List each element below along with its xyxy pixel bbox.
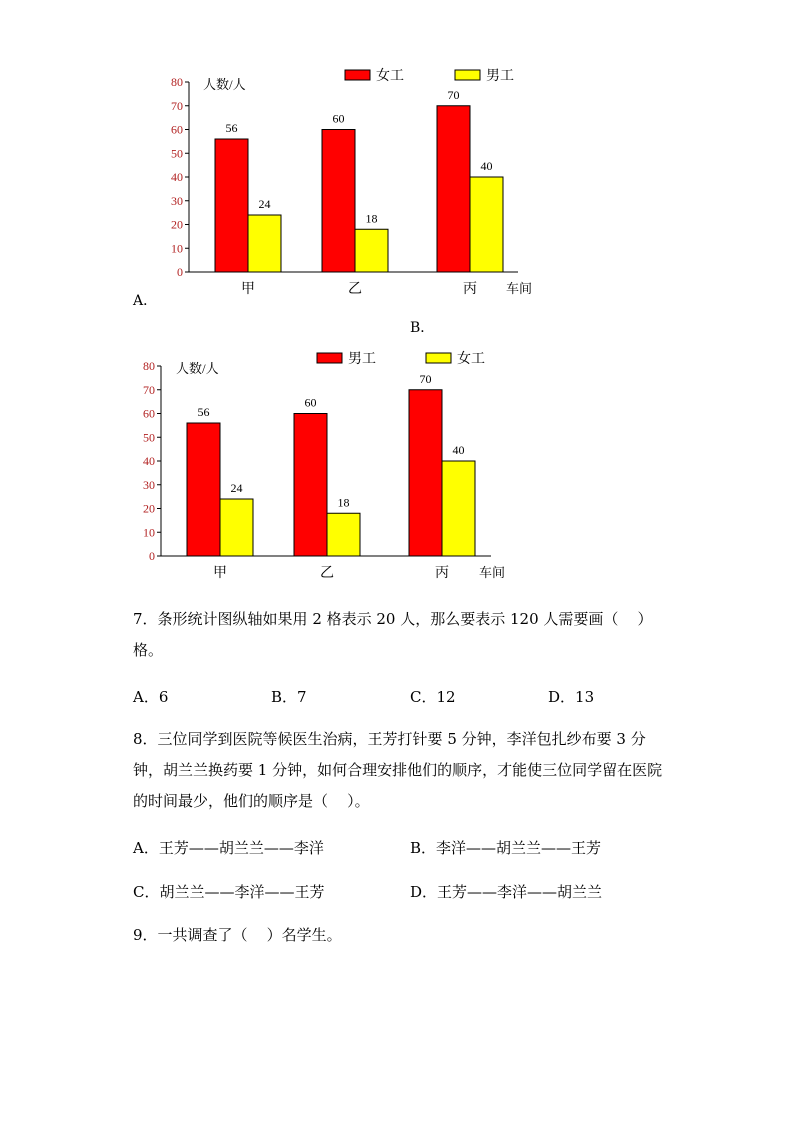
data-label: 18 <box>365 211 378 226</box>
option-b-label: B． <box>410 320 435 336</box>
legend-label: 女工 <box>457 352 485 367</box>
data-label: 56 <box>197 405 210 419</box>
y-tick-label: 60 <box>143 406 155 421</box>
data-label: 24 <box>230 481 243 495</box>
data-label: 70 <box>419 371 432 386</box>
x-tick-label: 乙 <box>348 282 362 297</box>
y-tick-label: 80 <box>171 75 183 89</box>
data-label: 18 <box>337 495 350 510</box>
q7-choice-d[interactable]: D．13 <box>548 688 595 706</box>
y-tick-label: 70 <box>143 382 155 397</box>
data-label: 56 <box>225 121 238 135</box>
x-tick-label: 丙 <box>435 566 449 581</box>
q8-choice-a[interactable]: A．王芳——胡兰兰——李洋 <box>133 839 324 857</box>
y-tick-label: 20 <box>143 501 155 516</box>
option-a-label: A． <box>133 293 158 309</box>
y-tick-label: 60 <box>171 122 183 137</box>
y-tick-label: 50 <box>171 146 183 161</box>
legend-label: 女工 <box>376 69 404 84</box>
q7-choice-b[interactable]: B．7 <box>271 688 307 706</box>
x-axis-label: 车间 <box>479 565 506 580</box>
y-tick-label: 10 <box>171 241 183 256</box>
data-label: 24 <box>258 197 271 211</box>
data-label: 60 <box>304 395 317 410</box>
y-tick-label: 0 <box>149 549 155 563</box>
legend-swatch <box>426 353 451 363</box>
data-label: 60 <box>332 111 345 126</box>
legend-label: 男工 <box>348 352 376 367</box>
y-axis-label: 人数/人 <box>176 361 219 376</box>
y-tick-label: 30 <box>143 477 155 492</box>
y-axis-label: 人数/人 <box>203 77 246 92</box>
q8-choice-b[interactable]: B．李洋——胡兰兰——王芳 <box>410 839 602 857</box>
q7-choice-c[interactable]: C．12 <box>410 688 456 706</box>
q8-choice-c[interactable]: C．胡兰兰——李洋——王芳 <box>133 883 325 901</box>
x-tick-label: 丙 <box>463 282 477 297</box>
q8-choice-d[interactable]: D．王芳——李洋——胡兰兰 <box>410 883 603 901</box>
y-tick-label: 40 <box>143 454 155 468</box>
bar <box>442 461 475 556</box>
bar <box>294 414 327 557</box>
x-tick-label: 乙 <box>320 566 334 581</box>
y-tick-label: 0 <box>177 265 183 279</box>
x-axis-label: 车间 <box>506 281 533 296</box>
bar <box>327 513 360 556</box>
x-tick-label: 甲 <box>241 282 255 297</box>
data-label: 40 <box>480 159 493 173</box>
legend-swatch <box>317 353 342 363</box>
bar <box>220 499 253 556</box>
question-8-text: 8．三位同学到医院等候医生治病，王芳打针要 5 分钟，李洋包扎纱布要 3 分钟，胡兰兰换药要 1 分钟，如何合理安排他们的顺序，才能使三位同学留在医院的时间最少，他们的顺序是（ ）。 <box>133 730 663 810</box>
y-tick-label: 30 <box>171 193 183 208</box>
y-tick-label: 50 <box>143 430 155 445</box>
question-9-text: 9．一共调查了（ ）名学生。 <box>133 926 342 944</box>
bar <box>187 423 220 556</box>
y-tick-label: 70 <box>171 98 183 113</box>
data-label: 70 <box>447 87 460 102</box>
bar <box>409 390 442 556</box>
legend-label: 男工 <box>486 69 514 84</box>
x-tick-label: 甲 <box>213 566 227 581</box>
y-tick-label: 20 <box>171 217 183 232</box>
y-tick-label: 40 <box>171 170 183 184</box>
question-7-text: 7．条形统计图纵轴如果用 2 格表示 20 人，那么要表示 120 人需要画（ ）格。 <box>133 610 653 659</box>
q7-choice-a[interactable]: A．6 <box>133 688 169 706</box>
y-tick-label: 10 <box>143 525 155 540</box>
data-label: 40 <box>452 443 465 457</box>
y-tick-label: 80 <box>143 359 155 373</box>
